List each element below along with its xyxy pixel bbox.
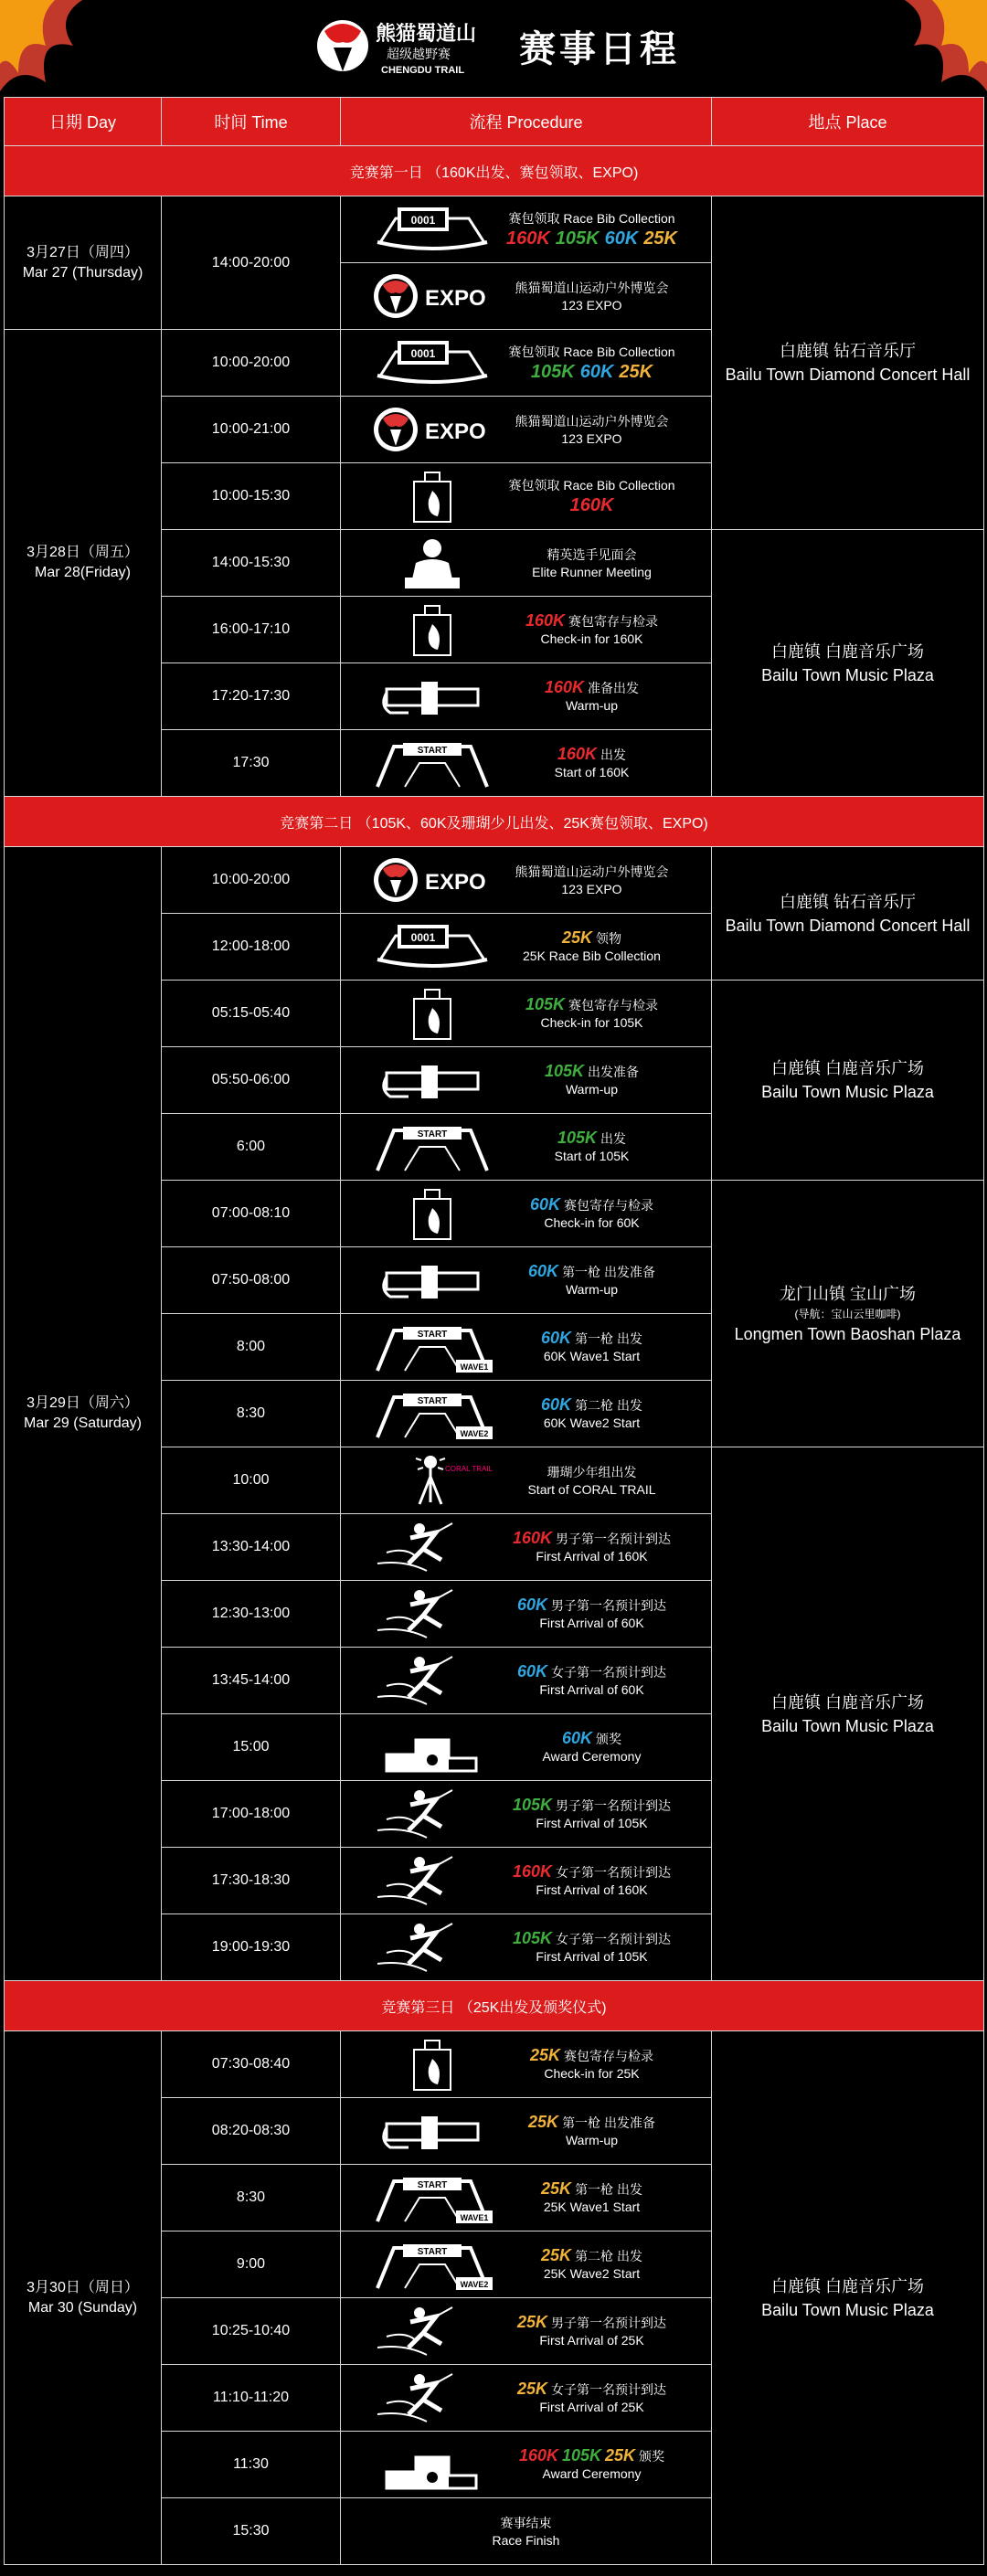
time-cell: 8:30 [162, 1381, 341, 1447]
time-cell: 14:00-15:30 [162, 530, 341, 597]
place-cn: 白鹿镇 钻石音乐厅 [779, 342, 916, 360]
procedure-cell [341, 1648, 712, 1714]
time-cell: 10:00-15:30 [162, 463, 341, 530]
date-en: Mar 29 (Saturday) [24, 1415, 142, 1431]
procedure-cell [341, 530, 712, 597]
coral-text: CORAL TRAIL [445, 1465, 494, 1473]
distance-tag: 105K [561, 2446, 602, 2465]
procedure-cell [341, 1581, 712, 1648]
coral-trail-icon [368, 1453, 496, 1508]
distance-tag: 160K [544, 678, 585, 696]
warm-up-icon [368, 1253, 496, 1308]
runner-arrival-icon [368, 1520, 496, 1574]
procedure-cn: 女子第一名预计到达 [551, 1665, 667, 1680]
procedure-cn: 第一枪 出发准备 [562, 1265, 655, 1279]
podium-icon [368, 2437, 496, 2492]
time-cell: 8:00 [162, 1314, 341, 1381]
time-cell: 07:00-08:10 [162, 1181, 341, 1247]
place-cell [712, 2031, 984, 2565]
procedure-cell [341, 981, 712, 1047]
procedure-cn: 赛包寄存与检录 [568, 998, 659, 1012]
race-bib-icon [368, 335, 496, 390]
logo-text: 熊猫蜀道山 [376, 23, 477, 46]
time-cell: 8:30 [162, 2165, 341, 2231]
place-sub: (导航：宝山云里咖啡) [794, 1307, 901, 1320]
date-en: Mar 27 (Thursday) [22, 264, 143, 281]
time-cell: 15:30 [162, 2498, 341, 2565]
table-row [5, 847, 984, 914]
place-en: Bailu Town Music Plaza [761, 1716, 934, 1735]
dragon-flame-left-icon [0, 0, 110, 97]
procedure-en: Start of 105K [554, 1149, 630, 1163]
procedure-en: Check-in for 60K [544, 1215, 640, 1230]
start-gate-icon [368, 1119, 496, 1174]
procedure-en: Warm-up [565, 698, 619, 713]
procedure-cell [341, 263, 712, 330]
distance-tag: 160K [505, 228, 550, 249]
procedure-cn: 第一枪 出发准备 [562, 2115, 655, 2130]
procedure-cell [341, 1114, 712, 1181]
time-cell: 17:30 [162, 730, 341, 797]
distance-tag: 25K [516, 2380, 548, 2398]
distance-tag: 160K [512, 1529, 553, 1547]
date-cell [5, 2031, 162, 2565]
procedure-cell [341, 330, 712, 397]
place-en: Longmen Town Baoshan Plaza [734, 1324, 961, 1343]
distance-tag: 105K [512, 1929, 553, 1947]
procedure-cell [341, 2298, 712, 2365]
distance-tag: 60K [528, 1262, 559, 1280]
bib-number: 0001 [410, 931, 436, 944]
time-cell: 15:00 [162, 1714, 341, 1781]
place-cn: 白鹿镇 白鹿音乐广场 [770, 2276, 924, 2295]
time-cell: 10:00-21:00 [162, 397, 341, 463]
procedure-cell [341, 2231, 712, 2298]
schedule-table [4, 97, 984, 2565]
table-header-row [5, 98, 984, 146]
procedure-cell [341, 2432, 712, 2498]
logo-en: CHENGDU TRAIL [381, 65, 465, 76]
date-en: Mar 30 (Sunday) [27, 2299, 138, 2316]
procedure-cell [341, 1181, 712, 1247]
distance-tag: 105K [555, 228, 600, 249]
procedure-cn: 出发 [600, 747, 627, 762]
distance-tag: 105K [530, 362, 575, 382]
procedure-cn: 赛包领取 Race Bib Collection [508, 345, 675, 359]
procedure-cn: 第一枪 出发 [575, 2182, 642, 2197]
logo-sub: 超级越野赛 [387, 48, 451, 62]
procedure-cell [341, 397, 712, 463]
procedure-cn: 第一枪 出发 [575, 1331, 642, 1346]
procedure-cell [341, 1781, 712, 1848]
page-title: 赛事日程 [519, 28, 680, 70]
procedure-en: Elite Runner Meeting [532, 564, 652, 579]
procedure-cell [341, 1514, 712, 1581]
procedure-cell [341, 1447, 712, 1514]
procedure-cn: 赛包寄存与检录 [564, 2049, 654, 2063]
distance-tag: 25K [529, 2046, 561, 2064]
table-row [5, 2031, 984, 2098]
procedure-cn: 男子第一名预计到达 [551, 2316, 667, 2330]
distance-tag: 25K [528, 2113, 559, 2131]
time-cell: 10:25-10:40 [162, 2298, 341, 2365]
distance-tag: 25K [561, 928, 593, 947]
runner-arrival-icon [368, 2304, 496, 2359]
time-cell: 19:00-19:30 [162, 1914, 341, 1981]
procedure-en: 60K Wave1 Start [543, 1349, 641, 1363]
procedure-en: 25K Wave2 Start [543, 2266, 641, 2281]
distance-tag: 60K [579, 362, 614, 382]
distance-tag: 25K [516, 2313, 548, 2331]
procedure-en: 123 EXPO [561, 430, 622, 446]
place-cell [712, 1181, 984, 1447]
procedure-cn: 女子第一名预计到达 [556, 1932, 672, 1946]
distance-tag: 105K [525, 995, 566, 1013]
procedure-en: First Arrival of 160K [536, 1882, 648, 1897]
wave-badge: WAVE2 [460, 1429, 489, 1438]
start-text: START [417, 2180, 448, 2190]
procedure-cell [341, 1247, 712, 1314]
procedure-en: 25K Race Bib Collection [523, 949, 661, 963]
procedure-cn: 女子第一名预计到达 [551, 2382, 667, 2397]
distance-tag: 105K [544, 1062, 585, 1080]
procedure-en: Award Ceremony [542, 2466, 642, 2481]
wave-badge: WAVE2 [460, 2280, 489, 2289]
start-text: START [417, 2247, 448, 2257]
distance-tag: 160K [518, 2446, 558, 2465]
time-cell: 10:00-20:00 [162, 330, 341, 397]
time-cell: 17:00-18:00 [162, 1781, 341, 1848]
procedure-cell [341, 1047, 712, 1114]
distance-tag: 105K [557, 1129, 598, 1147]
place-cell [712, 530, 984, 797]
procedure-en: Warm-up [565, 1282, 619, 1297]
time-cell: 08:20-08:30 [162, 2098, 341, 2165]
day-banner: 竞赛第一日 （160K出发、赛包领取、EXPO) [5, 146, 984, 196]
procedure-cn: 女子第一名预计到达 [556, 1865, 672, 1880]
procedure-en: First Arrival of 105K [536, 1816, 648, 1830]
procedure-cn: 男子第一名预计到达 [551, 1598, 667, 1613]
procedure-en: Award Ceremony [542, 1749, 642, 1764]
time-cell: 07:30-08:40 [162, 2031, 341, 2098]
bib-number: 0001 [410, 347, 436, 360]
procedure-cell [341, 2031, 712, 2098]
procedure-en: First Arrival of 105K [536, 1949, 648, 1964]
runner-arrival-icon [368, 2370, 496, 2425]
race-logo [315, 15, 498, 86]
gear-bag-icon [368, 602, 496, 657]
distance-tag: 25K [541, 2179, 572, 2198]
procedure-en: Warm-up [565, 1082, 619, 1097]
procedure-cell [341, 663, 712, 730]
procedure-cn: 男子第一名预计到达 [556, 1532, 672, 1546]
procedure-cn: 出发准备 [588, 1065, 640, 1079]
procedure-en: 25K Wave1 Start [543, 2200, 641, 2214]
distance-tag: 160K [557, 745, 598, 763]
distance-tag: 60K [541, 1329, 572, 1347]
start-text: START [417, 1330, 448, 1340]
day-banner: 竞赛第二日 （105K、60K及珊瑚少儿出发、25K赛包领取、EXPO) [5, 797, 984, 847]
place-en: Bailu Town Diamond Concert Hall [725, 916, 971, 935]
procedure-cell [341, 1714, 712, 1781]
distance-tag: 60K [516, 1595, 548, 1614]
procedure-cn: 颁奖 [596, 1732, 622, 1746]
start-gate-icon [368, 1386, 496, 1441]
procedure-en: First Arrival of 60K [539, 1616, 644, 1630]
place-cell [712, 981, 984, 1181]
distance-tag: 25K [643, 228, 678, 249]
time-cell: 17:20-17:30 [162, 663, 341, 730]
podium-icon [368, 1720, 496, 1775]
time-cell: 12:00-18:00 [162, 914, 341, 981]
procedure-en: First Arrival of 25K [539, 2400, 644, 2414]
time-cell: 14:00-20:00 [162, 196, 341, 330]
procedure-en: First Arrival of 25K [539, 2333, 644, 2348]
distance-tag: 105K [512, 1796, 553, 1814]
procedure-cn: 赛事结束 [500, 2515, 552, 2530]
distance-tag: 60K [541, 1395, 572, 1414]
distance-tag: 160K [569, 495, 614, 515]
expo-text: EXPO [425, 419, 486, 444]
procedure-cell [341, 730, 712, 797]
procedure-en: 123 EXPO [561, 297, 622, 313]
date-en: Mar 28(Friday) [35, 565, 131, 580]
expo-logo-icon [368, 269, 496, 323]
time-cell: 07:50-08:00 [162, 1247, 341, 1314]
procedure-en: Start of CORAL TRAIL [527, 1481, 656, 1497]
procedure-cn: 颁奖 [639, 2449, 665, 2464]
procedure-cell [341, 2098, 712, 2165]
time-cell: 11:30 [162, 2432, 341, 2498]
procedure-en: Start of 160K [554, 765, 630, 779]
procedure-cell [341, 847, 712, 914]
procedure-en: First Arrival of 160K [536, 1549, 648, 1564]
procedure-en: Check-in for 160K [540, 631, 643, 646]
place-en: Bailu Town Music Plaza [761, 1083, 934, 1101]
warm-up-icon [368, 1053, 496, 1108]
distance-tag: 25K [541, 2246, 572, 2264]
procedure-cell [341, 196, 712, 263]
place-en: Bailu Town Diamond Concert Hall [725, 366, 971, 384]
day-banner: 竞赛第三日 （25K出发及颁奖仪式) [5, 1981, 984, 2031]
dragon-flame-right-icon [877, 0, 987, 97]
expo-logo-icon [368, 853, 496, 907]
time-cell: 10:00 [162, 1447, 341, 1514]
runner-arrival-icon [368, 1786, 496, 1841]
time-cell: 05:15-05:40 [162, 981, 341, 1047]
race-bib-icon [368, 919, 496, 974]
procedure-cn: 男子第一名预计到达 [556, 1798, 672, 1813]
procedure-en: Check-in for 105K [540, 1015, 643, 1030]
distance-tag: 25K [619, 362, 653, 382]
runner-arrival-icon [368, 1653, 496, 1708]
place-cn: 白鹿镇 白鹿音乐广场 [770, 1692, 924, 1712]
distance-tag: 60K [604, 228, 639, 249]
start-text: START [417, 1129, 448, 1140]
gear-bag-icon [368, 469, 496, 524]
distance-tag: 160K [512, 1862, 553, 1881]
start-gate-icon [368, 2170, 496, 2225]
procedure-cn: 精英选手见面会 [547, 546, 637, 562]
procedure-cn: 赛包寄存与检录 [564, 1198, 654, 1213]
time-cell: 12:30-13:00 [162, 1581, 341, 1648]
gear-bag-icon [368, 986, 496, 1041]
procedure-cn: 赛包领取 Race Bib Collection [508, 478, 675, 493]
procedure-en: Warm-up [565, 2133, 619, 2147]
start-gate-icon [368, 736, 496, 790]
place-cn: 龙门山镇 宝山广场 [779, 1284, 916, 1303]
time-cell: 10:00-20:00 [162, 847, 341, 914]
procedure-cn: 珊瑚少年组出发 [547, 1464, 637, 1479]
place-cn: 白鹿镇 白鹿音乐广场 [770, 1059, 924, 1077]
place-en: Bailu Town Music Plaza [761, 2300, 934, 2319]
wave-badge: WAVE1 [460, 1362, 489, 1372]
procedure-cn: 熊猫蜀道山运动户外博览会 [515, 280, 669, 295]
time-cell: 9:00 [162, 2231, 341, 2298]
time-cell: 13:30-14:00 [162, 1514, 341, 1581]
procedure-cell [341, 597, 712, 663]
procedure-cell [341, 463, 712, 530]
date-cn: 3月30日（周日） [27, 2279, 139, 2295]
distance-tag: 160K [525, 611, 566, 630]
procedure-cell [341, 1848, 712, 1914]
place-cell [712, 196, 984, 530]
procedure-en: Check-in for 25K [544, 2066, 640, 2081]
time-cell: 13:45-14:00 [162, 1648, 341, 1714]
runner-arrival-icon [368, 1853, 496, 1908]
expo-logo-icon [368, 402, 496, 457]
col-procedure: 流程 Procedure [341, 98, 712, 146]
col-place: 地点 Place [712, 98, 984, 146]
place-cell [712, 1447, 984, 1981]
procedure-cn: 第二枪 出发 [575, 1398, 642, 1413]
procedure-cell [341, 1381, 712, 1447]
procedure-en: First Arrival of 60K [539, 1682, 644, 1697]
distance-tag: 60K [529, 1195, 561, 1214]
start-text: START [417, 746, 448, 756]
time-cell: 11:10-11:20 [162, 2365, 341, 2432]
warm-up-icon [368, 669, 496, 724]
procedure-en: 60K Wave2 Start [543, 1415, 641, 1430]
procedure-cell [341, 914, 712, 981]
bib-number: 0001 [410, 214, 436, 227]
procedure-cn: 熊猫蜀道山运动户外博览会 [515, 864, 669, 879]
procedure-cn: 出发 [600, 1131, 627, 1146]
wave-badge: WAVE1 [460, 2213, 489, 2222]
runner-arrival-icon [368, 1920, 496, 1975]
procedure-cell [341, 2165, 712, 2231]
procedure-cn: 第二枪 出发 [575, 2249, 642, 2263]
gear-bag-icon [368, 2037, 496, 2092]
place-cn: 白鹿镇 白鹿音乐广场 [770, 641, 924, 661]
gear-bag-icon [368, 1186, 496, 1241]
table-row [5, 196, 984, 263]
expo-text: EXPO [425, 286, 486, 311]
time-cell: 05:50-06:00 [162, 1047, 341, 1114]
race-bib-icon [368, 202, 496, 257]
place-en: Bailu Town Music Plaza [761, 665, 934, 684]
time-cell: 6:00 [162, 1114, 341, 1181]
runner-arrival-icon [368, 1586, 496, 1641]
procedure-cell [341, 2365, 712, 2432]
procedure-cn: 赛包领取 Race Bib Collection [508, 211, 675, 226]
date-cn: 3月29日（周六） [27, 1395, 139, 1411]
time-cell: 17:30-18:30 [162, 1848, 341, 1914]
col-day: 日期 Day [5, 98, 162, 146]
expo-text: EXPO [425, 870, 486, 895]
time-cell: 16:00-17:10 [162, 597, 341, 663]
procedure-cell [341, 1314, 712, 1381]
procedure-en: 123 EXPO [561, 881, 622, 896]
procedure-cn: 熊猫蜀道山运动户外博览会 [515, 413, 669, 429]
distance-tag: 25K [605, 2446, 636, 2465]
place-cell [712, 847, 984, 981]
elite-runner-icon [368, 535, 496, 590]
procedure-cell [341, 1914, 712, 1981]
start-text: START [417, 1396, 448, 1406]
start-gate-icon [368, 1320, 496, 1374]
procedure-cn: 赛包寄存与检录 [568, 614, 659, 629]
date-cn: 3月28日（周五） [27, 545, 139, 560]
start-gate-icon [368, 2237, 496, 2292]
date-cn: 3月27日（周四） [27, 244, 139, 260]
distance-tag: 60K [561, 1729, 593, 1747]
warm-up-icon [368, 2104, 496, 2158]
procedure-cn: 准备出发 [588, 681, 640, 695]
date-cell [5, 847, 162, 1981]
procedure-cell [341, 2498, 712, 2565]
place-cn: 白鹿镇 钻石音乐厅 [779, 892, 916, 911]
distance-tag: 60K [516, 1662, 548, 1680]
procedure-en: Race Finish [492, 2532, 560, 2548]
col-time: 时间 Time [162, 98, 341, 146]
date-cell [5, 196, 162, 330]
procedure-cn: 领物 [596, 931, 622, 946]
page-header [0, 0, 987, 97]
date-cell [5, 330, 162, 797]
